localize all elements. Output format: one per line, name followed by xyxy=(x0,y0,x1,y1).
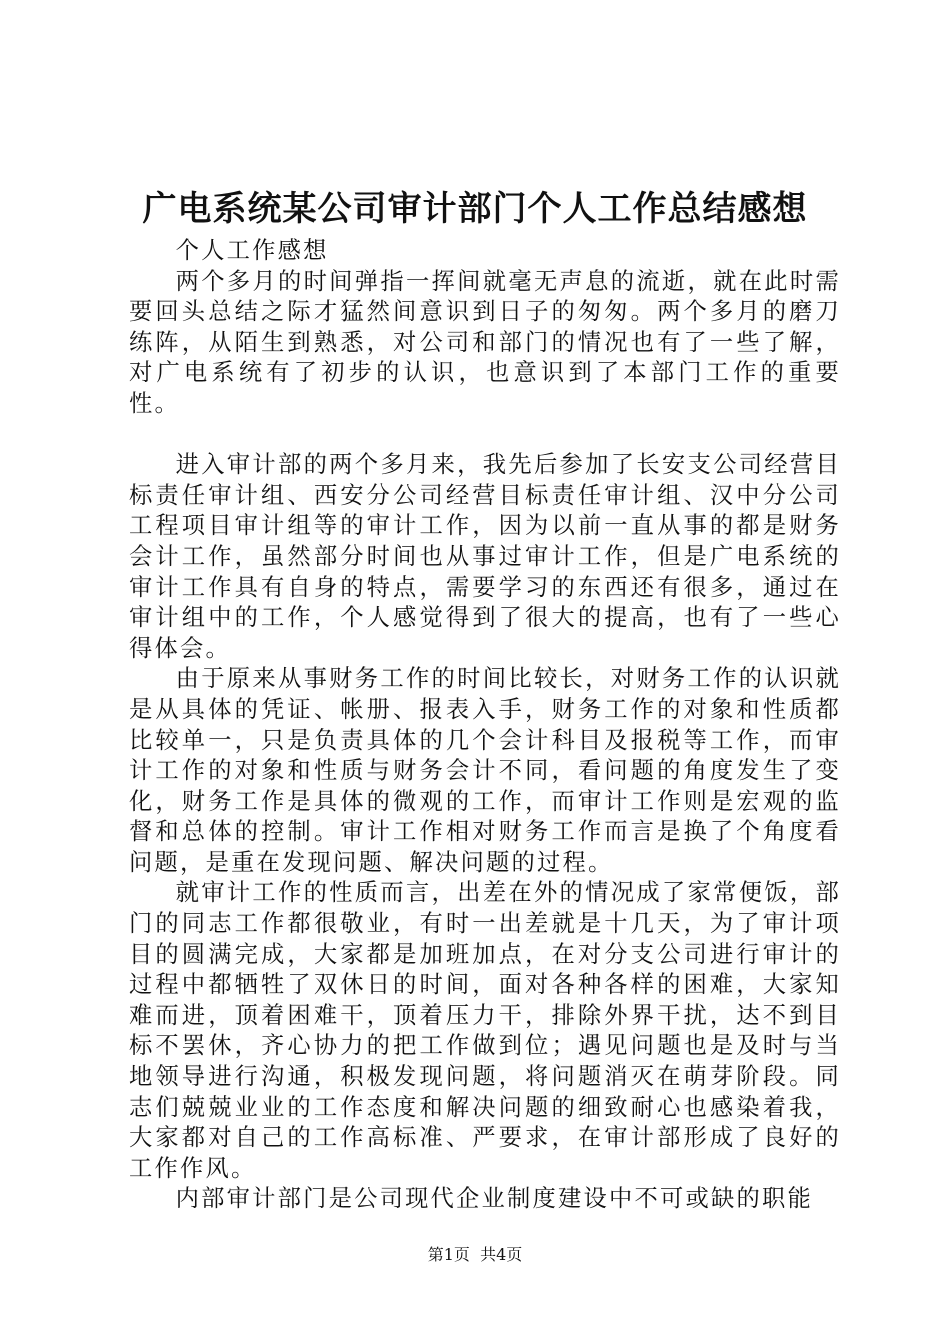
document-body xyxy=(129,236,841,1215)
paragraph: 由于原来从事财务工作的时间比较长，对财务工作的认识就是从具体的凭证、帐册、报表入手，财务工作的对象和性质都比较单一，只是负责具体的几个会计科目及报税等工作，而审计工作的对象和性质与财务会计不同，看问题的角度发生了变化，财务工作是具体的微观的工作，而审计工作则是宏观的监督和总体的控制。审计工作相对财务工作而言是换了个角度看问题，是重在发现问题、解决问题的过程。 xyxy=(129,665,841,876)
document-title: 广电系统某公司审计部门个人工作总结感想 xyxy=(142,189,808,229)
paragraph: 进入审计部的两个多月来，我先后参加了长安支公司经营目标责任审计组、西安分公司经营目标责任审计组、汉中分公司工程项目审计组等的审计工作，因为以前一直从事的都是财务会计工作，虽然部分时间也从事过审计工作，但是广电系统的审计工作具有自身的特点，需要学习的东西还有很多，通过在审计组中的工作，个人感觉得到了很大的提高，也有了一些心得体会。 xyxy=(129,451,841,662)
paragraph: 内部审计部门是公司现代企业制度建设中不可或缺的职能 xyxy=(175,1185,814,1213)
page-number: 第1页 xyxy=(427,1245,470,1264)
paragraph: 两个多月的时间弹指一挥间就毫无声息的流逝，就在此时需要回头总结之际才猛然间意识到日子的匆匆。两个多月的磨刀练阵，从陌生到熟悉，对公司和部门的情况也有了一些了解，对广电系统有了初步的认识，也意识到了本部门工作的重要性。 xyxy=(129,267,841,417)
paragraph: 就审计工作的性质而言，出差在外的情况成了家常便饭，部门的同志工作都很敬业，有时一出差就是十几天，为了审计项目的圆满完成，大家都是加班加点，在对分支公司进行审计的过程中都牺牲了双休日的时间，面对各种各样的困难，大家知难而进，顶着困难干，顶着压力干，排除外界干扰，达不到目标不罢休，齐心协力的把工作做到位；遇见问题也是及时与当地领导进行沟通，积极发现问题，将问题消灭在萌芽阶段。同志们兢兢业业的工作态度和解决问题的细致耐心也感染着我，大家都对自己的工作高标准、严要求，在审计部形成了良好的工作作风。 xyxy=(129,879,841,1182)
section-heading: 个人工作感想 xyxy=(175,237,329,264)
page-footer xyxy=(0,1244,950,1266)
page-total: 共4页 xyxy=(480,1245,523,1264)
